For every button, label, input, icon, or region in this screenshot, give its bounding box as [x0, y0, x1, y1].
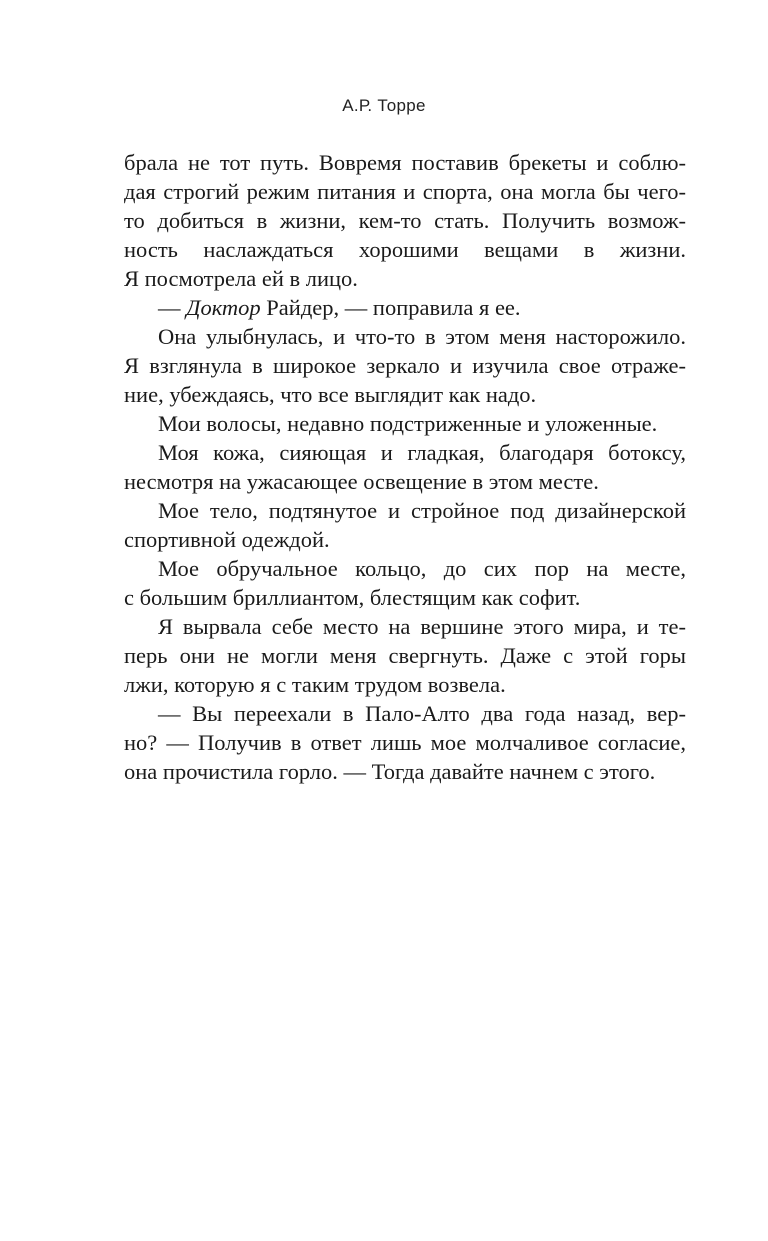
paragraph-1: [124, 148, 686, 293]
text-line: лжи, которую я с таким трудом возвела.: [124, 672, 506, 697]
dialogue-rest: Райдер, — поправила я ее.: [260, 295, 521, 320]
text-line: ние, убеждаясь, что все выглядит как надо.: [124, 382, 537, 407]
paragraph-3: [124, 322, 686, 409]
text-line: брала не тот путь. Вовремя поставив брекеты и соблю-: [124, 150, 686, 175]
text-line: Мое тело, подтянутое и стройное под дизайнерской: [158, 498, 686, 523]
text-line: — Вы переехали в Пало-Алто два года назад, вер-: [158, 701, 686, 726]
text-line: с большим бриллиантом, блестящим как софит.: [124, 585, 581, 610]
text-line: она прочистила горло. — Тогда давайте начнем с этого.: [124, 759, 656, 784]
text-line: Она улыбнулась, и что-то в этом меня насторожило.: [158, 324, 686, 349]
paragraph-5: [124, 438, 686, 496]
text-line: перь они не могли меня свергнуть. Даже с этой горы: [124, 643, 686, 668]
running-head-author: А.Р. Торре: [342, 96, 426, 115]
paragraph-7: [124, 554, 686, 612]
paragraph-9: [124, 699, 686, 786]
text-line: несмотря на ужасающее освещение в этом месте.: [124, 469, 599, 494]
text-line: но? — Получив в ответ лишь мое молчаливое согласие,: [124, 730, 686, 755]
text-line: дая строгий режим питания и спорта, она могла бы чего-: [124, 179, 686, 204]
text-line: спортивной одеждой.: [124, 527, 330, 552]
dialogue-dash: —: [158, 295, 187, 320]
text-line: ность наслаждаться хорошими вещами в жизни.: [124, 237, 686, 262]
paragraph-2: [124, 293, 686, 322]
text-line: Моя кожа, сияющая и гладкая, благодаря ботоксу,: [158, 440, 686, 465]
paragraph-8: [124, 612, 686, 699]
text-line: Мое обручальное кольцо, до сих пор на месте,: [158, 556, 686, 581]
text-line: Я взглянула в широкое зеркало и изучила свое отраже-: [124, 353, 686, 378]
text-line: то добиться в жизни, кем-то стать. Получить возмож-: [124, 208, 686, 233]
body-text: [124, 148, 686, 786]
paragraph-6: [124, 496, 686, 554]
paragraph-4: [124, 409, 686, 438]
text-line: [124, 293, 686, 322]
text-line: Я посмотрела ей в лицо.: [124, 266, 358, 291]
text-line: Я вырвала себе место на вершине этого мира, и те-: [158, 614, 686, 639]
text-line: Мои волосы, недавно подстриженные и уложенные.: [158, 411, 658, 436]
italic-title: Доктор: [186, 295, 261, 320]
